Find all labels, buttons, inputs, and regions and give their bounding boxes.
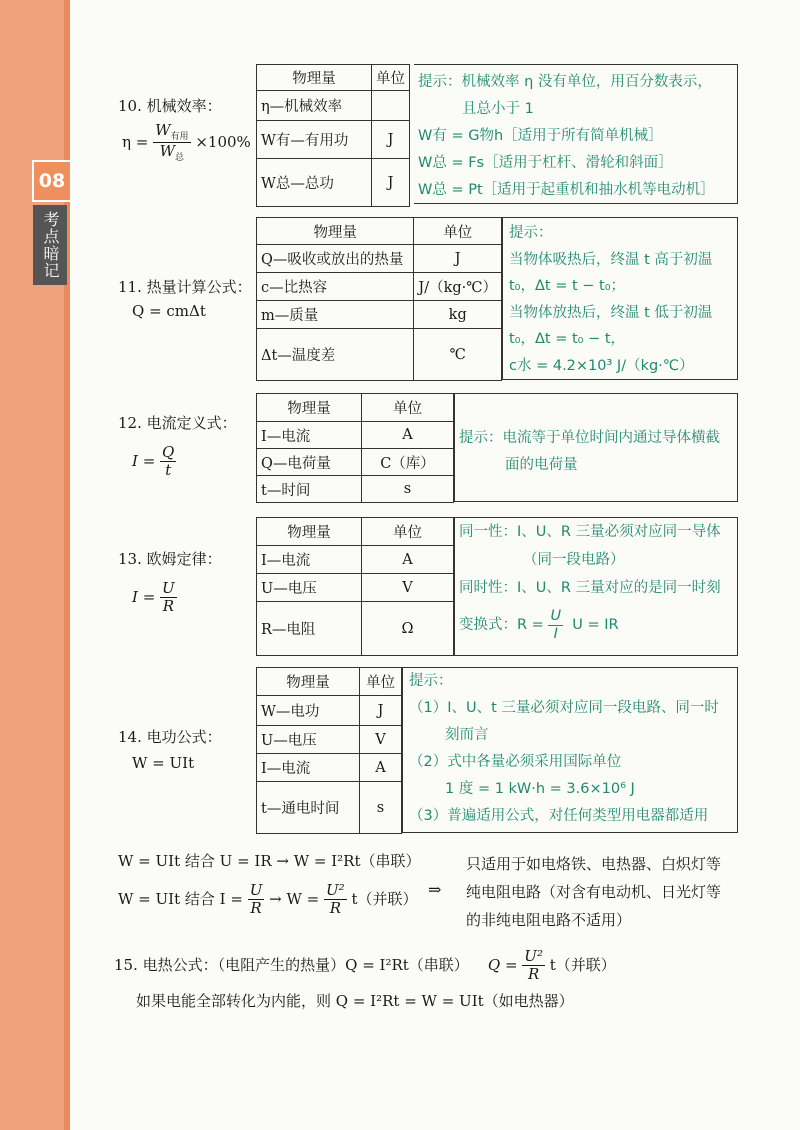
s10-row-unit: J	[372, 159, 410, 207]
s12-formula: I = $\frac{Q}{t}$	[132, 443, 175, 480]
s10-title: 10. 机械效率：	[118, 97, 222, 115]
s14-row-unit: J	[360, 696, 402, 726]
s12-row-unit: A	[362, 422, 454, 449]
s13-row-unit: V	[362, 574, 454, 602]
s14-formula: W = UIt	[132, 754, 195, 772]
chapter-label: 考点暗记	[33, 205, 67, 285]
derive-note-line: 的非纯电阻电路不适用）	[466, 911, 632, 929]
s11-row-quantity: c—比热容	[257, 273, 414, 301]
s13-formula: I = $\frac{U}{R}$	[132, 579, 175, 616]
s13-row-quantity: U—电压	[257, 574, 362, 602]
s10-hint-line: W总 = Fs［适用于杠杆、滑轮和斜面］	[418, 155, 673, 171]
s11-row-unit: ℃	[414, 329, 502, 381]
s14-hint-line: 1 度 = 1 kW·h = 3.6×10⁶ J	[445, 781, 635, 797]
s13-row-unit: Ω	[362, 602, 454, 656]
derive-note-line: 纯电阻电路（对含有电动机、日光灯等	[466, 883, 722, 901]
s10-hint-line: W有 = G物h［适用于所有简单机械］	[418, 128, 663, 144]
s11-hint-line: t₀，Δt = t₀ − t，	[509, 331, 626, 347]
s12-hint-line: 提示：电流等于单位时间内通过导体横截	[459, 430, 720, 446]
s14-row-quantity: t—通电时间	[257, 782, 360, 834]
s10-formula-lhs: η =	[122, 132, 149, 151]
s13-fraction: $\frac{U}{R}$	[162, 579, 175, 616]
s13-row-quantity: R—电阻	[257, 602, 362, 656]
s10-formula	[122, 122, 251, 164]
derive-line-1: W = UIt 结合 U = IR → W = I²Rt（串联）	[118, 852, 421, 870]
s11-row-unit: J	[414, 245, 502, 273]
s10-row-quantity: W总—总功	[257, 159, 372, 207]
s13-title: 13. 欧姆定律：	[118, 550, 222, 568]
s15-title: 15. 电热公式：（电阻产生的热量）Q = I²Rt（串联） Q = $\frac{\text{U²}}{R}$ t（并联）	[114, 947, 616, 984]
s11-table	[256, 217, 502, 381]
s10-hint-box	[414, 64, 738, 204]
s14-title: 14. 电功公式：	[118, 728, 222, 746]
s10-table	[256, 64, 410, 207]
s14-row-unit: A	[360, 754, 402, 782]
s11-hint-box	[502, 217, 738, 380]
s10-hint-line: 提示：机械效率 η 没有单位，用百分数表示，	[418, 74, 712, 90]
s10-header-quantity: 物理量	[257, 65, 372, 91]
s14-hint-box	[402, 667, 738, 833]
s11-header-unit: 单位	[414, 218, 502, 245]
s13-header-unit: 单位	[362, 518, 454, 546]
s10-hint-line: W总 = Pt［适用于起重机和抽水机等电动机］	[418, 182, 715, 198]
s12-header-quantity: 物理量	[257, 394, 362, 422]
chapter-number-badge: 08	[32, 160, 70, 202]
s11-formula: Q = cmΔt	[132, 302, 206, 320]
s14-row-unit: s	[360, 782, 402, 834]
s13-table	[256, 517, 454, 656]
s14-header-unit: 单位	[360, 668, 402, 696]
s13-header-quantity: 物理量	[257, 518, 362, 546]
s13-hint-line: 同时性：I、U、R 三量对应的是同一时刻	[459, 580, 721, 596]
s11-hint-line: c水 = 4.2×10³ J/（kg·℃）	[509, 357, 694, 374]
s14-hint-line: （1）I、U、t 三量必须对应同一段电路、同一时	[409, 700, 719, 716]
s12-row-quantity: t—时间	[257, 476, 362, 503]
s10-row-unit	[372, 91, 410, 121]
s11-row-quantity: m—质量	[257, 301, 414, 329]
s11-row-unit: kg	[414, 301, 502, 329]
s12-row-unit: s	[362, 476, 454, 503]
s14-hint-line: （3）普遍适用公式，对任何类型用电器都适用	[409, 808, 709, 824]
derive-note	[466, 850, 721, 934]
s10-hint-line: 且总小于 1	[462, 101, 534, 117]
s13-transform: 变换式：R = $\frac{U}{I}$ U = IR	[459, 608, 619, 642]
s11-row-quantity: Q—吸收或放出的热量	[257, 245, 414, 273]
s11-hint-line: t₀，Δt = t − t₀；	[509, 278, 626, 294]
s13-hint-box	[454, 517, 738, 656]
s11-title: 11. 热量计算公式：	[118, 278, 252, 296]
s14-table	[256, 667, 402, 834]
s14-hint-line: 提示：	[409, 673, 453, 689]
s12-row-unit: C（库）	[362, 449, 454, 476]
s14-header-quantity: 物理量	[257, 668, 360, 696]
s14-row-quantity: W—电功	[257, 696, 360, 726]
s14-row-quantity: I—电流	[257, 754, 360, 782]
s13-hint-line: 同一性：I、U、R 三量必须对应同一导体	[459, 524, 721, 540]
s15-last-line: 如果电能全部转化为内能，则 Q = I²Rt = W = UIt（如电热器）	[136, 992, 574, 1010]
s12-title: 12. 电流定义式：	[118, 414, 237, 432]
s13-hint-line: （同一段电路）	[523, 552, 625, 568]
s11-header-quantity: 物理量	[257, 218, 414, 245]
implies-arrow: ⇒	[428, 880, 442, 899]
s10-row-unit: J	[372, 121, 410, 159]
s11-row-unit: J/（kg·℃）	[414, 273, 502, 301]
s10-row-quantity: W有—有用功	[257, 121, 372, 159]
s11-hint-line: 当物体放热后，终温 t 低于初温	[509, 304, 713, 321]
s12-row-quantity: Q—电荷量	[257, 449, 362, 476]
s13-row-quantity: I—电流	[257, 546, 362, 574]
s13-row-unit: A	[362, 546, 454, 574]
s12-row-quantity: I—电流	[257, 422, 362, 449]
s12-header-unit: 单位	[362, 394, 454, 422]
s14-hint-line: （2）式中各量必须采用国际单位	[409, 754, 622, 770]
s14-hint-line: 刻而言	[445, 727, 489, 743]
s12-fraction: $\frac{Q}{t}$	[162, 443, 175, 480]
s12-hint-line: 面的电荷量	[505, 457, 578, 473]
s11-hint-line: 当物体吸热后，终温 t 高于初温	[509, 251, 713, 268]
s14-row-unit: V	[360, 726, 402, 754]
s11-row-quantity: Δt—温度差	[257, 329, 414, 381]
derive-note-line: 只适用于如电烙铁、电热器、白炽灯等	[466, 855, 722, 873]
s14-row-quantity: U—电压	[257, 726, 360, 754]
derive-line-2: W = UIt 结合 I = $\frac{U}{R}$ → W = $\frac{\text{U²}}{R}$ t（并联）	[118, 881, 418, 918]
s10-fraction: $\frac{W_{有用}}{W_总}$	[155, 121, 189, 164]
s12-hint-box	[454, 393, 738, 502]
s12-table	[256, 393, 454, 503]
s11-hint-line: 提示：	[509, 225, 553, 241]
s10-row-quantity: η—机械效率	[257, 91, 372, 121]
s10-header-unit: 单位	[372, 65, 410, 91]
s10-formula-tail: ×100%	[195, 132, 251, 151]
